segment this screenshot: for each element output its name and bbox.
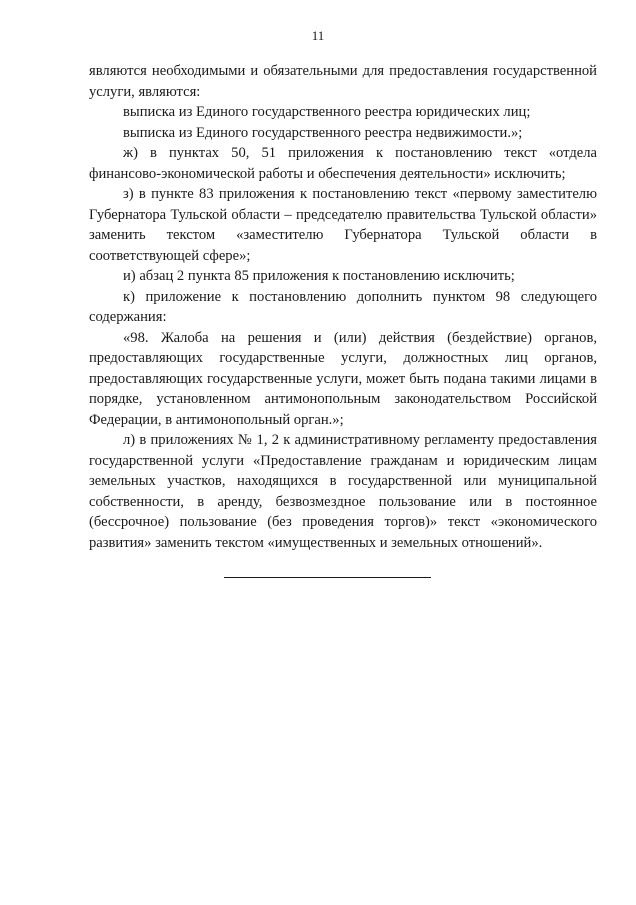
paragraph-item-z: з) в пункте 83 приложения к постановлению текст «первому заместителю Губернатора Тульской области – председателю правительства Тульской области» заменить текстом «заместителю Губернатора Тульской области в соответствующей сфере»; xyxy=(89,186,597,264)
paragraph-item-98: «98. Жалоба на решения и (или) действия (бездействие) органов, предоставляющих государственные услуги, должностных лиц органов, предоставляющих государственные услуги, может быть подана такими лицами в порядке, установленном антимонопольным законодательством Российской Федерации, в антимонопольный орган.»; xyxy=(89,329,597,428)
paragraph-item-zh: ж) в пунктах 50, 51 приложения к постановлению текст «отдела финансово-экономической работы и обеспечения деятельности» исключить; xyxy=(89,145,597,182)
paragraph-extract-real-estate: выписка из Единого государственного реестра недвижимости.»; xyxy=(123,124,523,141)
paragraph-extract-legal-entities: выписка из Единого государственного реестра юридических лиц; xyxy=(123,104,531,120)
paragraph-intro: являются необходимыми и обязательными для предоставления государственной услуги, являются: xyxy=(89,63,597,100)
page-number: 11 xyxy=(311,28,325,43)
end-divider xyxy=(224,577,431,578)
paragraph-item-i: и) абзац 2 пункта 85 приложения к постановлению исключить; xyxy=(123,268,515,284)
paragraph-item-l: л) в приложениях № 1, 2 к административному регламенту предоставления государственной услуги «Предоставление гражданам и юридическим лицам земельных участков, находящихся в государственной или муниципальной собственности, в аренду, безвозмездное пользование или в постоянное (бессрочное) пользование (без проведения торгов)» текст «экономического развития» заменить текстом «имущественных и земельных отношений». xyxy=(89,432,597,551)
document-body xyxy=(89,61,597,553)
paragraph-item-k: к) приложение к постановлению дополнить пунктом 98 следующего содержания: xyxy=(89,288,597,325)
